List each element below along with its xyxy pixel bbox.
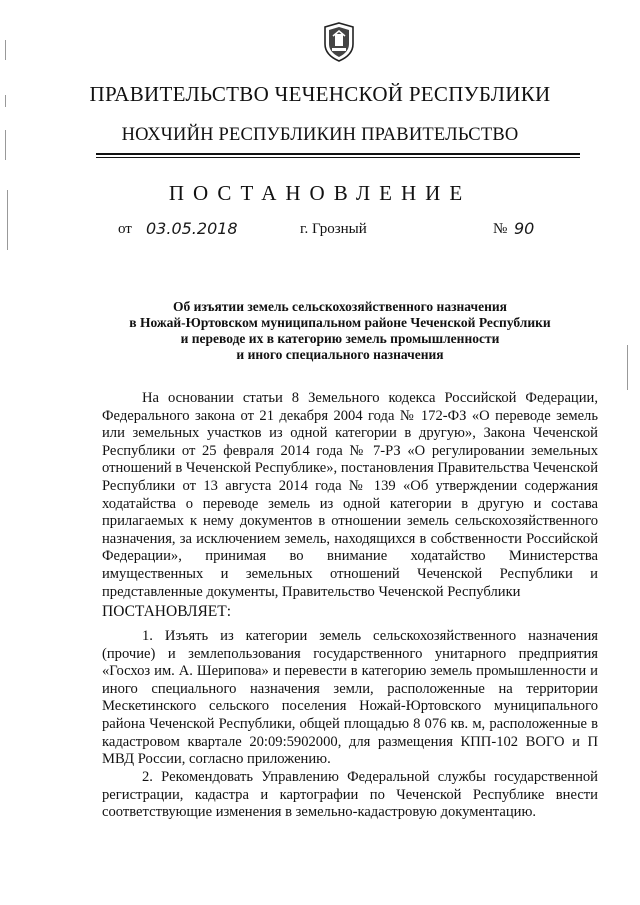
scan-margin-mark (7, 190, 8, 250)
decree-city: г. Грозный (300, 221, 367, 237)
decree-number: 90 (514, 219, 535, 238)
header-rule-thin (96, 157, 580, 158)
organization-name-chechen: НОХЧИЙН РЕСПУБЛИКИН ПРАВИТЕЛЬСТВО (121, 125, 519, 145)
scan-margin-mark (5, 40, 6, 60)
preamble-block (102, 390, 598, 601)
decree-title (90, 299, 590, 363)
item-2-paragraph: 2. Рекомендовать Управлению Федеральной службы государственной регистрации, кадастра и картографии по Чеченской Республике внести соответствующие изменения в земельно-кадастровую документацию. (102, 769, 598, 821)
scan-margin-mark (5, 95, 6, 107)
organization-name: ПРАВИТЕЛЬСТВО ЧЕЧЕНСКОЙ РЕСПУБЛИКИ (89, 82, 551, 106)
resolves-heading: ПОСТАНОВЛЯЕТ: (102, 603, 232, 620)
date-prefix: от (118, 221, 132, 237)
preamble-paragraph: На основании статьи 8 Земельного кодекса Российской Федерации, Федерального закона от 21 декабря 2004 года № 172-ФЗ «О переводе земель или земельных участков из одной категории в другую», Закона Чеченской Республики от 25 февраля 2014 года № 7-РЗ «О регулировании земельных отношений в Чеченской Республике», постановления Правительства Чеченской Республики от 13 августа 2014 года № 139 «Об утверждении содержания ходатайства о переводе земель из одной категории в другую и состава прилагаемых к нему документов в отношении земель сельскохозяйственного назначения, за исключением земель, находящихся в собственности Российской Федерации», принимая во внимание ходатайство Министерства имущественных и земельных отношений Чеченской Республики и представленные документы, Правительство Чеченской Республики (102, 390, 599, 600)
title-line: и иного специального назначения (236, 347, 444, 362)
scan-margin-mark (627, 345, 628, 390)
item-2-block (102, 769, 598, 822)
title-line: и переводе их в категорию земель промышленности (180, 331, 500, 346)
number-prefix: № (493, 221, 508, 237)
decree-date: 03.05.2018 (146, 219, 238, 238)
item-1-paragraph: 1. Изъять из категории земель сельскохозяйственного назначения (прочие) и землепользования государственного унитарного предприятия «Госхоз им. А. Шерипова» и перевести в категорию земель промышленности и иного специального назначения земли, расположенные на территории Мескетинского сельского поселения Ножай-Юртовского муниципального района Чеченской Республики, общей площадью 8 076 кв. м, расположенные в кадастровом квартале 20:09:5902000, для размещения КПП-102 ВОГО и П МВД России, согласно приложению. (102, 628, 598, 768)
title-line: Об изъятии земель сельскохозяйственного назначения (173, 299, 507, 314)
coat-of-arms-icon (322, 22, 356, 62)
document-type: ПОСТАНОВЛЕНИЕ (168, 181, 472, 205)
header-rule (96, 153, 580, 155)
scan-margin-mark (5, 130, 6, 160)
item-1-block (102, 628, 598, 769)
title-line: в Ножай-Юртовском муниципальном районе Чеченской Республики (129, 315, 551, 330)
